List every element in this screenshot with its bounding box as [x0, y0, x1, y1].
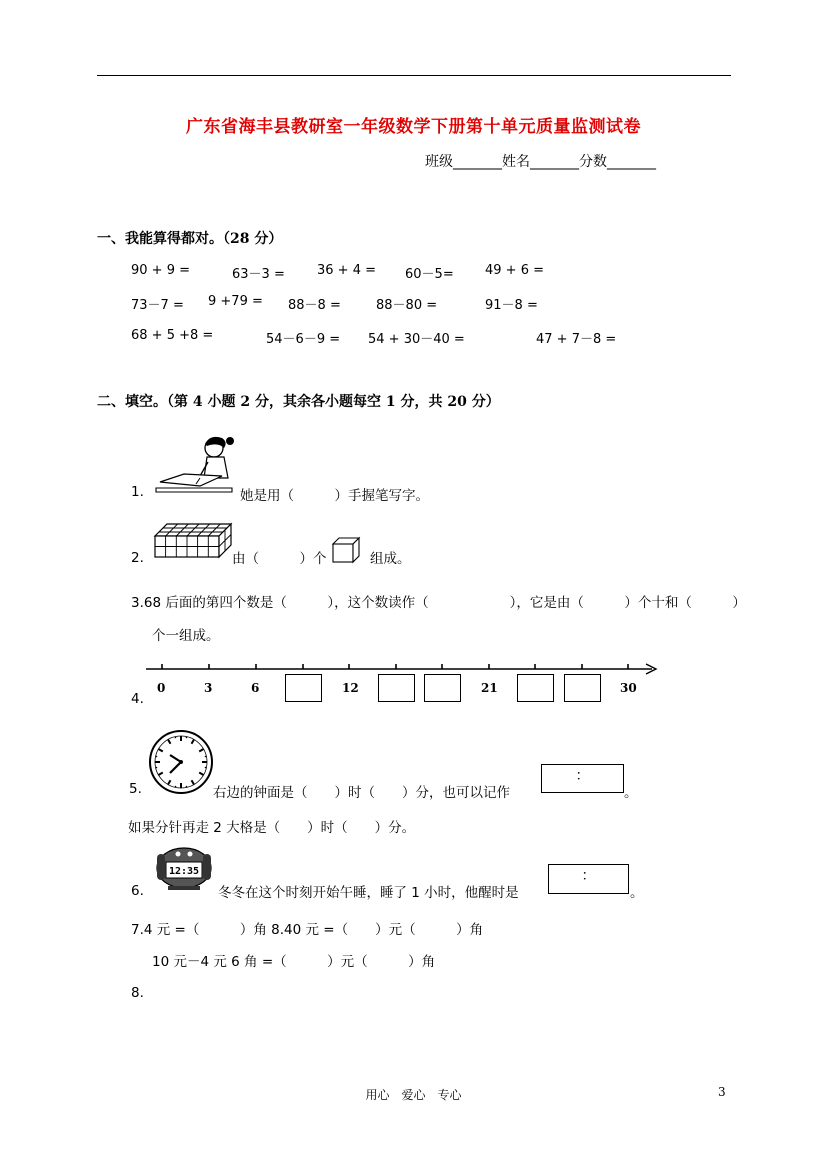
header-rule: [97, 75, 731, 76]
problem: 47 + 7－8 =: [536, 332, 617, 347]
answer-box[interactable]: [424, 674, 461, 702]
time-answer-box[interactable]: ：: [541, 764, 624, 793]
section1-heading: 一、我能算得都对。（28 分）: [97, 231, 283, 247]
problem: 60－5=: [405, 267, 454, 282]
q3-line1: 3.68 后面的第四个数是（ ），这个数读作（ ），它是由（ ）个十和（ ）: [131, 595, 746, 611]
girl-writing-illustration: [152, 432, 236, 496]
q7-line2: 10 元－4 元 6 角 =（ ）元（ ）角: [152, 954, 436, 970]
tick-label: 30: [620, 681, 637, 695]
q1-text: 她是用（ ）手握笔写字。: [240, 488, 429, 504]
tick-label: 0: [157, 681, 166, 695]
q8-number: 8.: [131, 985, 144, 1001]
unit-cube-icon: [332, 537, 360, 563]
q6-number: 6.: [131, 883, 144, 899]
footer-text: 用心 爱心 专心: [365, 1088, 462, 1102]
problem: 36 + 4 =: [317, 263, 376, 278]
problem: 9 +79 =: [208, 294, 263, 309]
q2-text-a: 由（ ）个: [232, 551, 327, 567]
q5-text: 右边的钟面是（ ）时（ ）分，也可以记作: [213, 785, 510, 801]
section2-heading: 二、填空。（第 4 小题 2 分，其余各小题每空 1 分，共 20 分）: [97, 394, 500, 410]
problem: 88－8 =: [288, 298, 341, 313]
q1-number: 1.: [131, 484, 144, 500]
q5-line2: 如果分针再走 2 大格是（ ）时（ ）分。: [128, 820, 416, 836]
analog-clock-icon: [148, 729, 214, 795]
problem: 90 + 9 =: [131, 263, 190, 278]
problem: 63－3 =: [232, 267, 285, 282]
answer-box[interactable]: [564, 674, 601, 702]
tick-label: 12: [342, 681, 359, 695]
q4-number: 4.: [131, 691, 144, 707]
q2-number: 2.: [131, 550, 144, 566]
tick-label: 6: [251, 681, 260, 695]
tick-label: 21: [481, 681, 498, 695]
digital-clock-icon: [154, 846, 214, 894]
q5-end: 。: [624, 785, 638, 801]
cube-block-illustration: [153, 522, 233, 560]
digital-clock-readout: 12:35: [168, 866, 200, 877]
problem: 91－8 =: [485, 298, 538, 313]
problem: 68 + 5 +8 =: [131, 328, 214, 343]
problem: 54－6－9 =: [266, 332, 341, 347]
problem: 49 + 6 =: [485, 263, 544, 278]
tick-label: 3: [204, 681, 213, 695]
page-number: 3: [718, 1085, 726, 1099]
q3-line2: 个一组成。: [152, 628, 220, 644]
q6-text: 冬冬在这个时刻开始午睡，睡了 1 小时，他醒时是: [218, 885, 519, 901]
answer-box[interactable]: [517, 674, 554, 702]
problem: 88－80 =: [376, 298, 438, 313]
q5-number: 5.: [129, 781, 142, 797]
q2-text-b: 组成。: [370, 551, 411, 567]
problem: 54 + 30－40 =: [368, 332, 465, 347]
answer-box[interactable]: [285, 674, 322, 702]
answer-box[interactable]: [378, 674, 415, 702]
q7-line1: 7.4 元 =（ ）角 8.40 元 =（ ）元（ ）角: [131, 922, 484, 938]
problem: 73－7 =: [131, 298, 184, 313]
q6-end: 。: [630, 885, 644, 901]
page-title: 广东省海丰县教研室一年级数学下册第十单元质量监测试卷: [186, 117, 641, 137]
class-name-score-line: 班级_______姓名_______分数_______: [425, 154, 656, 170]
time-answer-box[interactable]: ：: [548, 864, 629, 894]
